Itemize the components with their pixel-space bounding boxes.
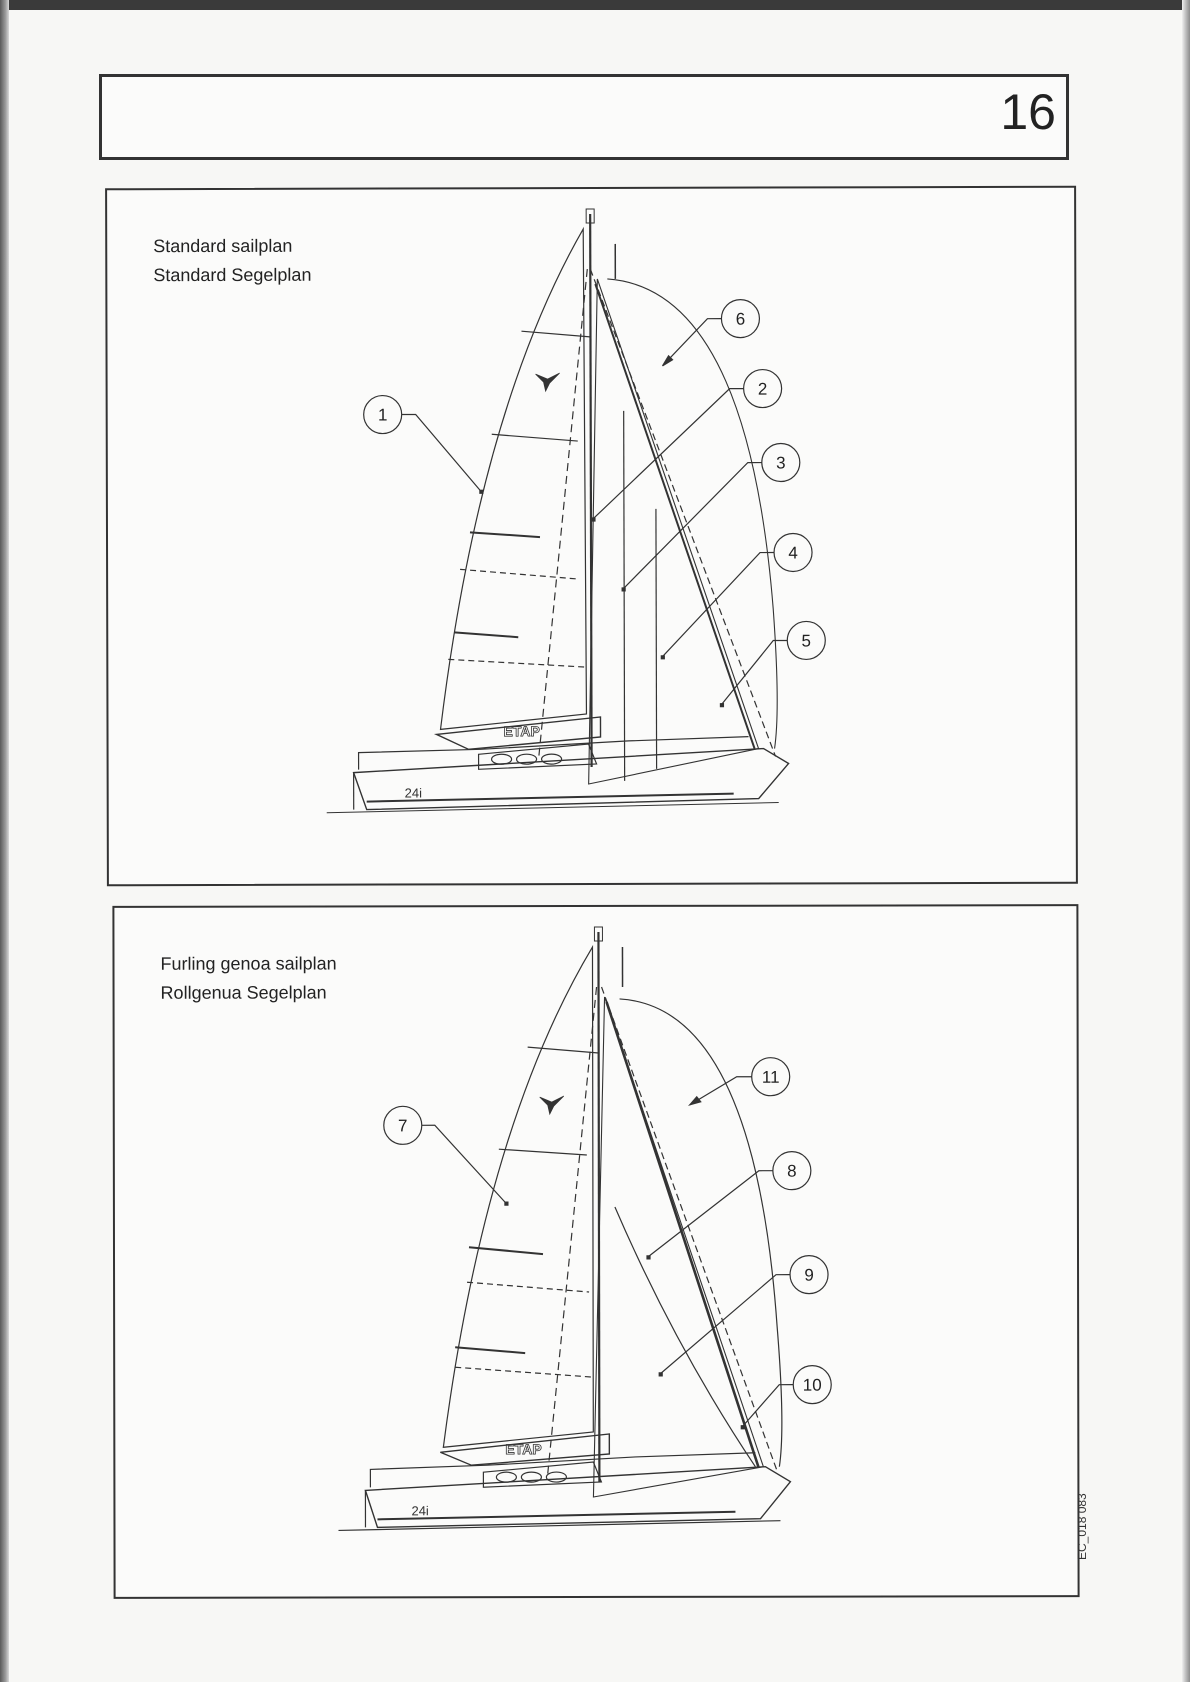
callout-11 bbox=[690, 1058, 790, 1105]
genoa-luff-dashed bbox=[602, 987, 778, 1472]
callout-label: 2 bbox=[757, 379, 768, 399]
gennaker-dashed-luff bbox=[537, 269, 588, 759]
caption-title-en: Furling genoa sailplan bbox=[160, 953, 337, 974]
page-header-box bbox=[99, 74, 1069, 160]
callout-label: 5 bbox=[801, 631, 812, 651]
mainsail bbox=[439, 229, 586, 729]
callout-10 bbox=[741, 1366, 831, 1429]
jib-leech-line bbox=[656, 509, 657, 769]
hull-mark: 24i bbox=[404, 785, 423, 801]
callout-label: 11 bbox=[761, 1067, 780, 1087]
document-reference: EC_018 083 bbox=[1075, 1493, 1089, 1560]
gennaker bbox=[607, 279, 777, 749]
callout-7 bbox=[384, 1106, 508, 1205]
page-number: 16 bbox=[1000, 84, 1056, 140]
sail-emblem-icon bbox=[540, 1096, 564, 1114]
gennaker bbox=[620, 999, 782, 1467]
batten bbox=[528, 1047, 599, 1053]
reef-line bbox=[448, 659, 584, 667]
batten bbox=[454, 632, 518, 637]
furling-sailplan-drawing bbox=[114, 906, 1077, 1597]
gennaker-dashed-luff bbox=[547, 987, 598, 1477]
furling-genoa-sailplan-panel bbox=[112, 904, 1079, 1599]
mast bbox=[598, 932, 599, 1482]
genoa-luff-dashed bbox=[590, 269, 775, 757]
scan-top-edge bbox=[0, 0, 1190, 10]
standard-sailplan-panel bbox=[105, 186, 1078, 887]
callout-2 bbox=[592, 370, 782, 521]
caption-title-de: Rollgenua Segelplan bbox=[160, 982, 327, 1003]
scan-left-edge bbox=[0, 0, 9, 1682]
furled-forestay bbox=[607, 1002, 759, 1467]
batten bbox=[455, 1347, 525, 1353]
sail-logo: ETAP bbox=[505, 1441, 542, 1458]
cabin-top bbox=[479, 744, 597, 769]
callout-label: 3 bbox=[776, 453, 786, 473]
callout-label: 10 bbox=[802, 1375, 822, 1395]
callout-label: 4 bbox=[788, 543, 798, 563]
reef-line bbox=[467, 1282, 589, 1292]
callout-4 bbox=[661, 533, 812, 658]
callout-label: 6 bbox=[735, 309, 746, 329]
porthole bbox=[496, 1472, 516, 1482]
batten bbox=[499, 1149, 587, 1155]
batten bbox=[470, 532, 540, 537]
furling-genoa bbox=[593, 997, 764, 1497]
callout-1 bbox=[364, 395, 483, 493]
waterline bbox=[338, 1521, 780, 1531]
caption-title-de: Standard Segelplan bbox=[153, 264, 312, 286]
callout-label: 9 bbox=[804, 1265, 814, 1285]
cabin-top bbox=[483, 1462, 601, 1487]
scan-right-edge bbox=[1182, 0, 1190, 1682]
callout-label: 8 bbox=[787, 1161, 797, 1181]
callout-8 bbox=[647, 1152, 811, 1259]
callout-9 bbox=[659, 1256, 828, 1376]
sail-logo: ETAP bbox=[503, 723, 540, 740]
reef-line bbox=[460, 569, 578, 579]
sail-emblem-icon bbox=[536, 373, 560, 391]
reef-line bbox=[455, 1367, 591, 1377]
porthole bbox=[546, 1472, 566, 1482]
callout-label: 1 bbox=[377, 405, 388, 425]
standard-sailplan-drawing bbox=[107, 188, 1076, 885]
hull-stripe bbox=[377, 1512, 735, 1520]
caption-title-en: Standard sailplan bbox=[153, 235, 293, 257]
porthole bbox=[492, 754, 512, 764]
batten bbox=[492, 434, 578, 441]
hull-mark: 24i bbox=[411, 1503, 429, 1519]
jib-luff-line bbox=[624, 411, 625, 781]
porthole bbox=[542, 754, 562, 764]
batten bbox=[469, 1247, 543, 1254]
callout-label: 7 bbox=[398, 1116, 408, 1136]
